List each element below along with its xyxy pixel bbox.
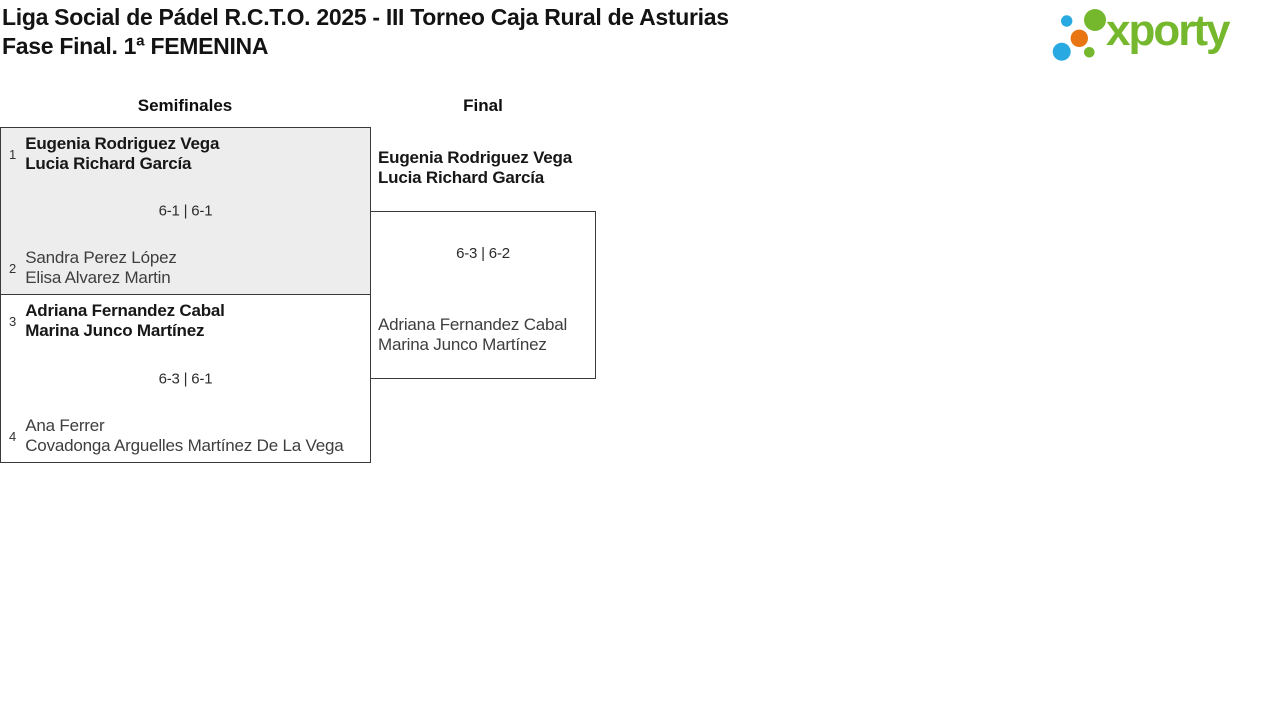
team-row xyxy=(9,248,364,288)
player-name: Sandra Perez López xyxy=(25,248,177,267)
team-players xyxy=(25,134,219,174)
page-title xyxy=(2,3,729,61)
seed-number: 3 xyxy=(9,313,17,329)
player-name: Lucia Richard García xyxy=(378,168,545,187)
team-players xyxy=(25,301,224,341)
team-row xyxy=(9,134,364,174)
final-team-1 xyxy=(378,148,572,188)
xporty-logo[interactable] xyxy=(1050,5,1275,67)
xporty-logo-dots-icon xyxy=(1050,5,1112,65)
match-score: 6-1 | 6-1 xyxy=(158,202,213,220)
final-match-score: 6-3 | 6-2 xyxy=(456,245,510,262)
player-name: Lucia Richard García xyxy=(25,154,192,173)
team-players xyxy=(25,248,176,288)
player-name: Ana Ferrer xyxy=(25,416,105,435)
player-name: Covadonga Arguelles Martínez De La Vega xyxy=(25,436,344,455)
match-semifinal-2[interactable] xyxy=(0,294,371,463)
page-title-line1: Liga Social de Pádel R.C.T.O. 2025 - III Torneo Caja Rural de Asturias xyxy=(2,4,729,30)
round-header-final: Final xyxy=(463,96,503,115)
player-name: Eugenia Rodriguez Vega xyxy=(378,148,572,167)
player-name: Marina Junco Martínez xyxy=(378,335,547,354)
xporty-logo-text: xporty xyxy=(1106,6,1229,55)
player-name: Elisa Alvarez Martin xyxy=(25,268,171,287)
player-name: Adriana Fernandez Cabal xyxy=(25,301,225,320)
final-team-2 xyxy=(378,315,567,355)
match-semifinal-1[interactable] xyxy=(0,127,371,295)
player-name: Eugenia Rodriguez Vega xyxy=(25,134,220,153)
seed-number: 2 xyxy=(9,260,17,276)
seed-number: 1 xyxy=(9,146,17,162)
team-row xyxy=(9,301,364,341)
match-score: 6-3 | 6-1 xyxy=(158,370,213,387)
page-title-line2: Fase Final. 1ª FEMENINA xyxy=(2,33,269,59)
player-name: Marina Junco Martínez xyxy=(25,321,205,340)
player-name: Adriana Fernandez Cabal xyxy=(378,315,568,334)
seed-number: 4 xyxy=(9,428,17,444)
team-players xyxy=(25,416,343,456)
team-row xyxy=(9,416,364,456)
round-header-semifinals: Semifinales xyxy=(137,96,233,115)
